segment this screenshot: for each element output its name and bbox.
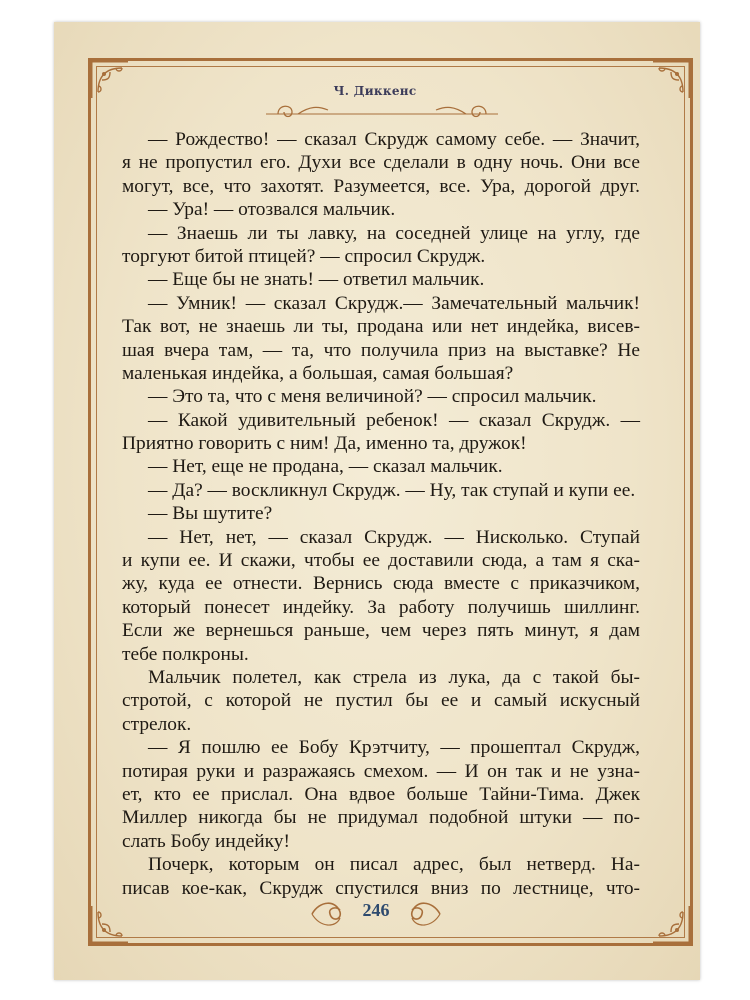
text-line: — Я пошлю ее Бобу Крэтчиту, — прошептал Скрудж, (148, 737, 640, 759)
text-line: ет, кто ее прислал. Она вдвое больше Тайни-Тима. Джек (122, 783, 640, 805)
running-head: Ч. Диккенс (333, 84, 417, 98)
text-line: и купи ее. И скажи, чтобы ее доставили сюда, а там я ска- (122, 550, 640, 572)
text-line: тебе полкроны. (122, 643, 249, 665)
text-line: Миллер никогда бы не придумал подобной штуки — по- (122, 807, 640, 829)
text-line: — Нет, нет, — сказал Скрудж. — Нисколько. Ступай (148, 526, 640, 548)
text-line: — Рождество! — сказал Скрудж самому себе. — Значит, (148, 129, 640, 150)
text-line: шая вчера там, — та, что получила приз на выставке? Не (122, 339, 640, 361)
text-line: жу, куда ее отнести. Вернись сюда вместе с приказчиком, (122, 573, 640, 595)
text-line: — Вы шутите? (148, 503, 273, 525)
text-line: стротой, с которой не пустил бы ее и самый искусный (122, 690, 640, 712)
text-line: — Знаешь ли ты лавку, на соседней улице на углу, где (148, 222, 640, 244)
text-line: — Умник! — сказал Скрудж.— Замечательный мальчик! (148, 292, 640, 314)
body-text (122, 128, 640, 900)
text-line: — Какой удивительный ребенок! — сказал Скрудж. — (148, 409, 640, 431)
text-line: — Да? — воскликнул Скрудж. — Ну, так ступай и купи ее. (148, 479, 636, 501)
text-line: торгуют битой птицей? — спросил Скрудж. (122, 245, 486, 267)
text-line: я не пропустил его. Духи все сделали в одну ночь. Они все (122, 152, 640, 174)
text-line: — Нет, еще не продана, — сказал мальчик. (148, 456, 503, 478)
page-number: 246 (362, 900, 390, 920)
text-line: — Ура! — отозвался мальчик. (148, 199, 396, 221)
text-line: слать Бобу индейку! (122, 830, 290, 852)
text-line: Если же вернешься раньше, чем через пять минут, я дам (122, 620, 640, 642)
text-line: который понесет индейку. За работу получишь шиллинг. (122, 596, 640, 618)
text-line: стрелок. (122, 713, 192, 735)
text-line: — Еще бы не знать! — ответил мальчик. (148, 269, 485, 291)
text-line: могут, все, что захотят. Разумеется, все. Ура, дорогой друг. (122, 175, 640, 197)
text-line: потирая руки и разражаясь смехом. — И он так и не узна- (122, 760, 640, 782)
corner-ornament-bottom-left (88, 904, 130, 946)
text-line: писав кое-как, Скрудж спустился вниз по лестнице, что- (122, 877, 640, 899)
text-line: Так вот, не знаешь ли ты, продана или нет индейка, висев- (122, 316, 640, 338)
corner-ornament-bottom-right (651, 904, 693, 946)
text-line: Почерк, которым он писал адрес, был нетверд. На- (148, 854, 640, 876)
text-line: маленькая индейка, а большая, самая большая? (122, 362, 514, 384)
text-line: Приятно говорить с ним! Да, именно та, дружок! (122, 433, 527, 455)
text-line: Мальчик полетел, как стрела из лука, да с такой бы- (148, 666, 640, 688)
text-line: — Это та, что с меня величиной? — спросил мальчик. (148, 386, 597, 408)
